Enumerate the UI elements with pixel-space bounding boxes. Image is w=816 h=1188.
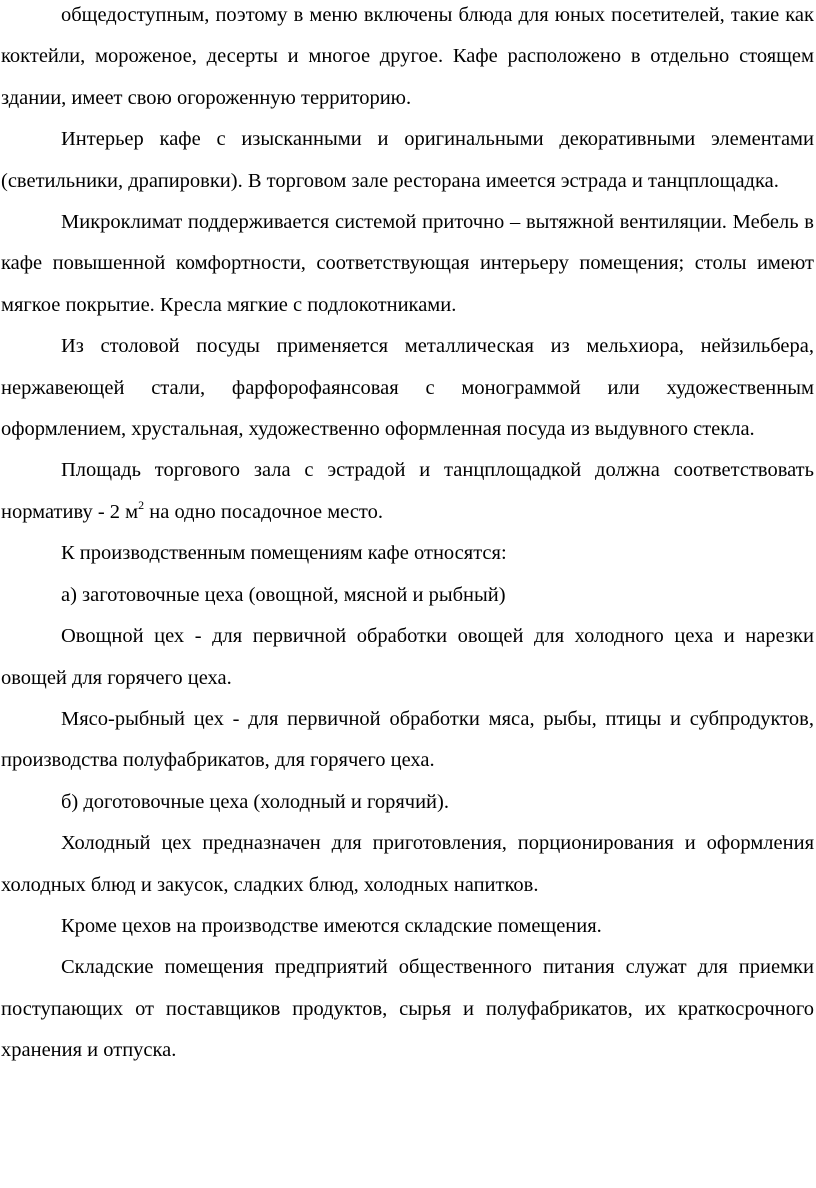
paragraph-storage-intro: Кроме цехов на производстве имеются складские помещения. xyxy=(61,914,602,937)
hall-area-text-end: на одно посадочное место. xyxy=(144,500,383,523)
paragraph-production-rooms-intro: К производственным помещениям кафе относятся: xyxy=(61,542,507,565)
paragraph-finishing-shops: б) доготовочные цеха (холодный и горячий). xyxy=(61,790,449,813)
square-superscript: 2 xyxy=(138,497,145,512)
paragraph-menu-description: общедоступным, поэтому в меню включены блюда для юных посетителей, такие как коктейли, мороженое, десерты и многое другое. Кафе расположено в отдельно стоящем здании, имеет свою огороженную территорию. xyxy=(1,4,814,109)
paragraph-prep-shops: а) заготовочные цеха (овощной, мясной и рыбный) xyxy=(61,583,506,606)
paragraph-cold-shop: Холодный цех предназначен для приготовления, порционирования и оформления холодных блюд и закусок, сладких блюд, холодных напитков. xyxy=(1,832,814,896)
paragraph-vegetable-shop: Овощной цех - для первичной обработки овощей для холодного цеха и нарезки овощей для горячего цеха. xyxy=(1,625,814,689)
hall-area-text: Площадь торгового зала с эстрадой и танцплощадкой должна соответствовать нормативу - 2 м xyxy=(1,459,814,523)
paragraph-meat-fish-shop: Мясо-рыбный цех - для первичной обработки мяса, рыбы, птицы и субпродуктов, производства полуфабрикатов, для горячего цеха. xyxy=(1,707,814,772)
paragraph-storage-purpose: Складские помещения предприятий общественного питания служат для приемки поступающих от поставщиков продуктов, сырья и полуфабрикатов, их краткосрочного хранения и отпуска. xyxy=(1,956,814,1062)
paragraph-microclimate: Микроклимат поддерживается системой приточно – вытяжной вентиляции. Мебель в кафе повышенной комфортности, соответствующая интерьеру помещения; столы имеют мягкое покрытие. Кресла мягкие с подлокотниками. xyxy=(1,211,814,316)
paragraph-interior: Интерьер кафе с изысканными и оригинальными декоративными элементами (светильники, драпировки). В торговом зале ресторана имеется эстрада и танцплощадка. xyxy=(1,128,814,192)
paragraph-hall-area xyxy=(1,450,814,533)
paragraph-tableware: Из столовой посуды применяется металлическая из мельхиора, нейзильбера, нержавеющей стали, фарфорофаянсовая с монограммой или художественным оформлением, хрустальная, художественно оформленная посуда из выдувного стекла. xyxy=(1,335,814,441)
